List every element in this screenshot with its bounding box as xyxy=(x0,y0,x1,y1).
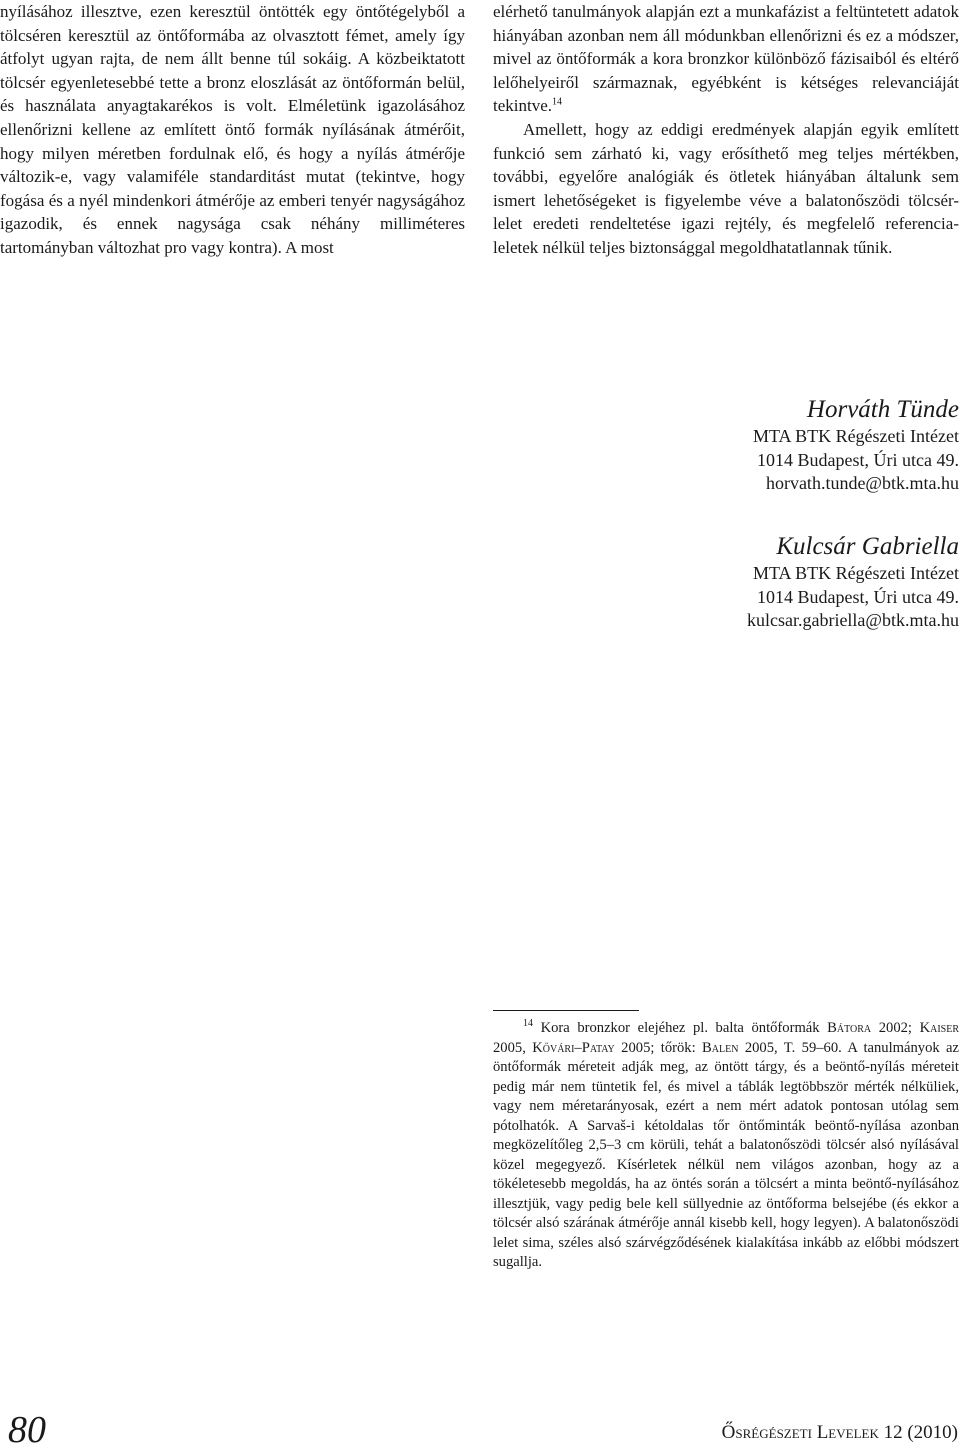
author-block xyxy=(493,395,959,496)
footnote-text: 2005, xyxy=(493,1039,533,1056)
author-block xyxy=(493,532,959,633)
author-name: Kulcsár Gabriella xyxy=(776,533,959,560)
paragraph-continued: nyílásához illesztve, ezen keresztül öntötték egy öntőtégelyből a tölcséren keresztül az öntőformába az olvasztott fémet, amely így átfolyt ugyan rajta, de nem állt benne túl sokáig. A közbeiktatott tölcsér egyenletesebbé tette a bronz eloszlását az öntőformán belül, és használata anyagtakarékos is volt. Elméletünk igazolásához ellenőrizni kellene az említett öntő formák nyílásának átmérőit, hogy milyen méretben fordulnak elő, és hogy a nyílás átmérője változik-e, vagy valamiféle standarditást mutat (tekintve, hogy fogása és a nyél mindenkori átmérője az emberi tenyér nagyságához igazodik, és ennek nagysága csak néhány milliméteres tartományban változhat pro vagy kontra). A most xyxy=(0,2,465,257)
footnotes xyxy=(493,1010,959,1273)
author-email[interactable]: kulcsar.gabriella@btk.mta.hu xyxy=(746,610,959,630)
running-footer xyxy=(722,1420,958,1446)
citation: Kővári–Patay xyxy=(532,1039,615,1056)
journal-volume: 12 (2010) xyxy=(878,1422,958,1443)
journal-name: Ősrégészeti Levelek xyxy=(721,1422,879,1443)
citation: Kaiser xyxy=(919,1020,959,1036)
author-name: Horváth Tünde xyxy=(806,396,959,423)
footnote-text: 2005, T. 59–60. A tanulmányok az öntőformák méreteit adják meg, az öntött tárgy, és a beöntő-nyílás méreteit pedig már nem tüntetik fel, és mivel a táblák legtöbbször mérték nélküliek, vagy nem méretarányosak, ezért a nem mért adatok pontosan utólag sem pótolhatók. A Sarvaš-i kétoldalas tőr öntőminták beöntő-nyílása azonban megközelítőleg 2,5–3 cm körüli, tehát a balatonőszödi tölcsér alsó nyílásával közel megegyező. Kísérletek nélkül nem világos azonban, hogy az a tökéletesebb megoldás, ha az öntés során a tölcsért a minta beöntő-nyílásához illesztjük, vagy pedig bele kell süllyednie az öntőforma belsejébe (és ekkor a tölcsér alsó szárának átmérője annál kisebb kell, hogy legyen). A balatonőszödi lelet sima, széles alsó szárvégződésének kialakítása inkább az előbbi módszert sugallja. xyxy=(493,1039,959,1270)
author-address: 1014 Budapest, Úri utca 49. xyxy=(757,586,959,607)
citation: Balen xyxy=(702,1039,739,1056)
footnote-text: 2005; tőrök: xyxy=(614,1039,703,1056)
footnote-separator xyxy=(493,1010,639,1011)
paragraph-continuation xyxy=(493,0,959,118)
right-column xyxy=(493,0,959,260)
author-address: 1014 Budapest, Úri utca 49. xyxy=(757,449,959,470)
author-institute: MTA BTK Régészeti Intézet xyxy=(753,563,959,583)
footnote-number: 14 xyxy=(523,1018,533,1030)
footnote-reference[interactable]: 14 xyxy=(552,96,563,108)
citation: Bátora xyxy=(827,1020,872,1036)
page-number: 80 xyxy=(8,1409,46,1451)
author-institute: MTA BTK Régészeti Intézet xyxy=(753,426,959,446)
paragraph-text: elérhető tanulmányok alapján ezt a munkafázist a feltüntetett adatok hiányában azonban nem áll módunkban ellenőrizni és ez a módszer, mivel az öntőformák a kora bronzkor különböző fázisaiból és eltérő lelőhelyeiről származnak, egyébként is kétséges relevanciáját tekintve. xyxy=(493,2,959,116)
left-column xyxy=(0,0,465,260)
paragraph: Amellett, hogy az eddigi eredmények alapján egyik említett funkció sem zárható ki, vagy erősíthető meg teljes mértékben, további, egyelőre analógiák és ötletek hiányában általunk sem ismert lehetőségeket is figyelembe véve a balatonőszödi tölcsér-lelet eredeti rendeltetése igazi rejtély, és megfelelő referencia-leletek nélkül teljes biztonsággal megoldhatatlannak tűnik. xyxy=(493,119,959,257)
author-email[interactable]: horvath.tunde@btk.mta.hu xyxy=(765,473,959,493)
footnote-14 xyxy=(493,1019,959,1273)
footnote-text: 2002; xyxy=(871,1020,920,1036)
footnote-text: Kora bronzkor elejéhez pl. balta öntőformák xyxy=(533,1020,828,1036)
